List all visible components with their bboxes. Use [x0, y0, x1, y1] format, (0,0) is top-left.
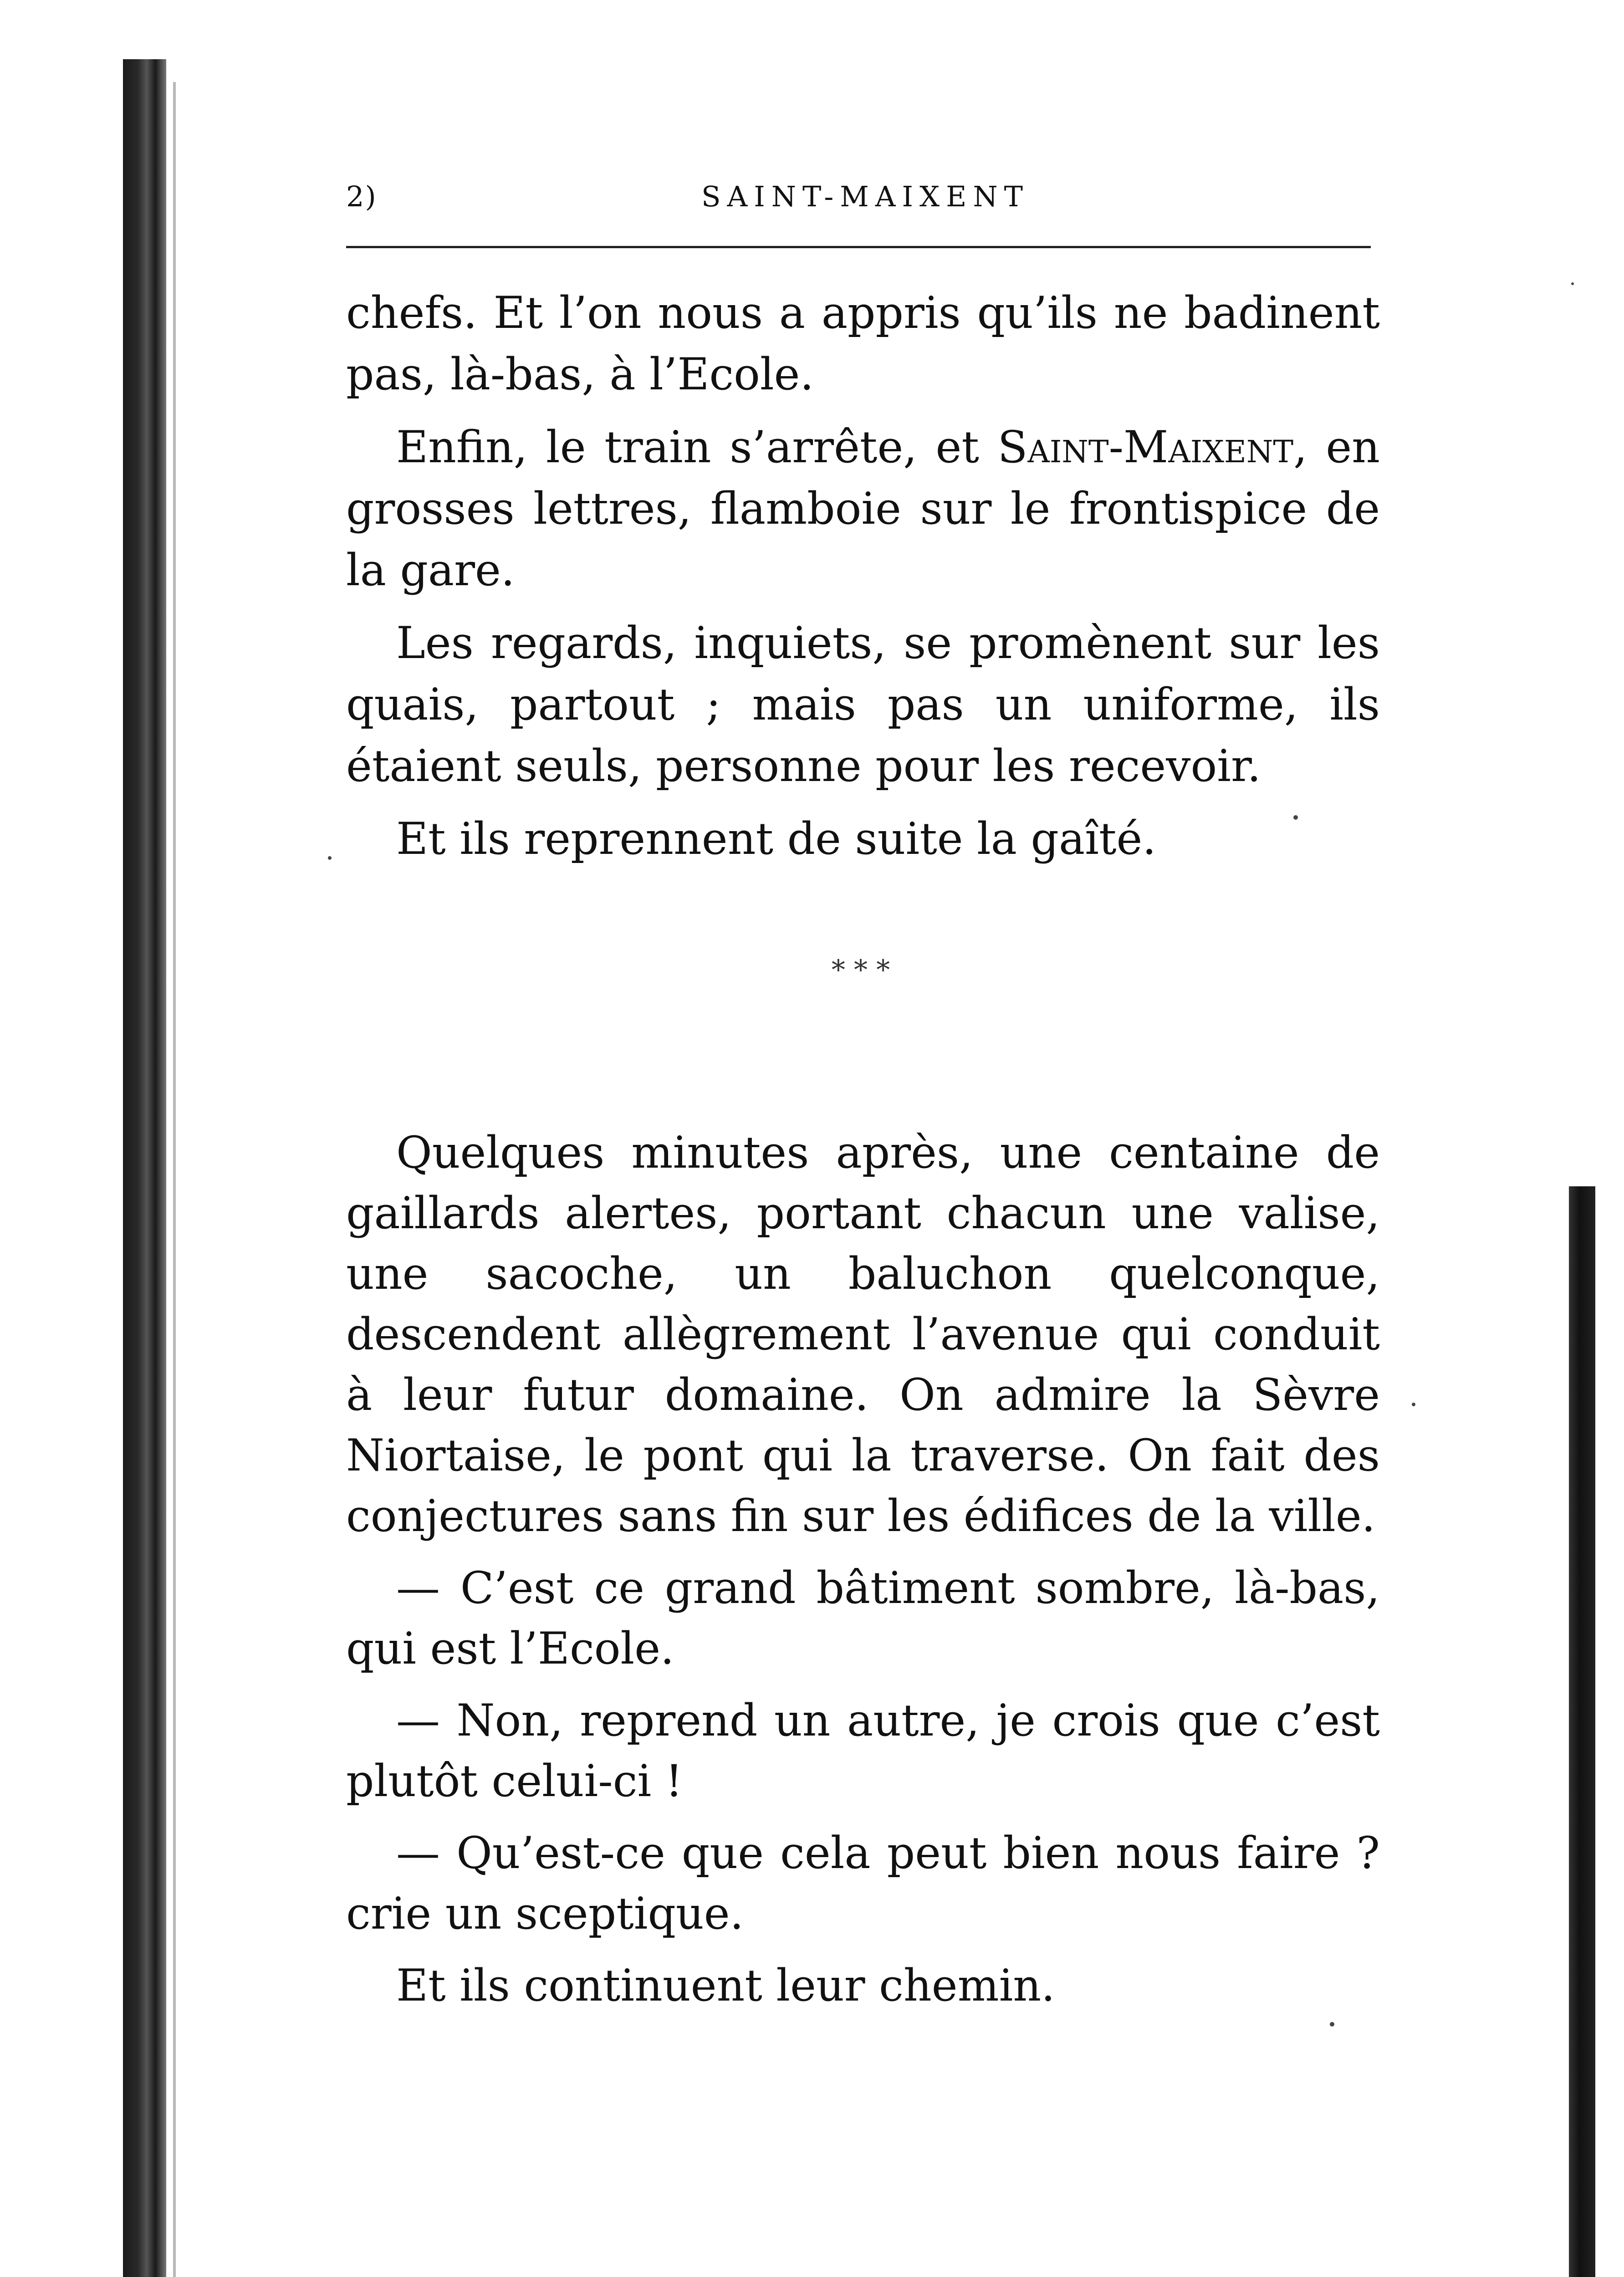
paragraph-2-start: Enfin, le train s’arrête, et — [396, 422, 998, 473]
paragraph-4: Et ils reprennent de suite la gaîté. — [396, 813, 1156, 864]
speck — [1330, 2022, 1334, 2027]
page-header — [346, 180, 1371, 221]
speck — [1571, 282, 1574, 285]
page-number: 2) — [346, 180, 377, 213]
paragraph-1: chefs. Et l’on nous a appris qu’ils ne badinent pas, là-bas, à l’Ecole. — [346, 287, 1380, 400]
paragraph-5: Quelques minutes après, une centaine de gaillards alertes, portant chacun une valise, une sacoche, un baluchon quelconque, descendent allègrement l’avenue qui conduit à leur futur domaine. On admire la Sèvre Niortaise, le pont qui la traverse. On fait des conjectures sans fin sur les édifices de la ville. — [346, 1127, 1380, 1542]
speck — [328, 856, 332, 860]
binding-edge-left — [123, 59, 166, 2277]
paragraph-2-end: , en grosses lettres, flamboie sur le frontispice de la gare. — [346, 422, 1380, 596]
text-block-one — [346, 282, 1380, 870]
binding-edge-shadow — [173, 82, 176, 2277]
section-ornament: * * * — [831, 954, 890, 986]
text-block-two — [346, 1123, 1380, 2016]
dialogue-1: — C’est ce grand bâtiment sombre, là-bas, qui est l’Ecole. — [346, 1562, 1380, 1674]
paragraph-3: Les regards, inquiets, se promènent sur les quais, partout ; mais pas un uniforme, ils étaient seuls, personne pour les recevoir. — [346, 618, 1380, 791]
paragraph-6: Et ils continuent leur chemin. — [396, 1960, 1055, 2011]
paragraph-2 — [346, 417, 1380, 601]
running-head: SAINT-MAIXENT — [701, 180, 1030, 213]
place-name: Saint-Maixent — [997, 422, 1294, 473]
dialogue-2: — Non, reprend un autre, je crois que c’est plutôt celui-ci ! — [346, 1695, 1380, 1807]
dialogue-3: — Qu’est-ce que cela peut bien nous faire ? crie un sceptique. — [346, 1828, 1380, 1939]
header-rule — [346, 246, 1371, 248]
speck — [1293, 815, 1298, 820]
speck — [1412, 1403, 1415, 1406]
scan-edge-right — [1569, 1186, 1595, 2277]
